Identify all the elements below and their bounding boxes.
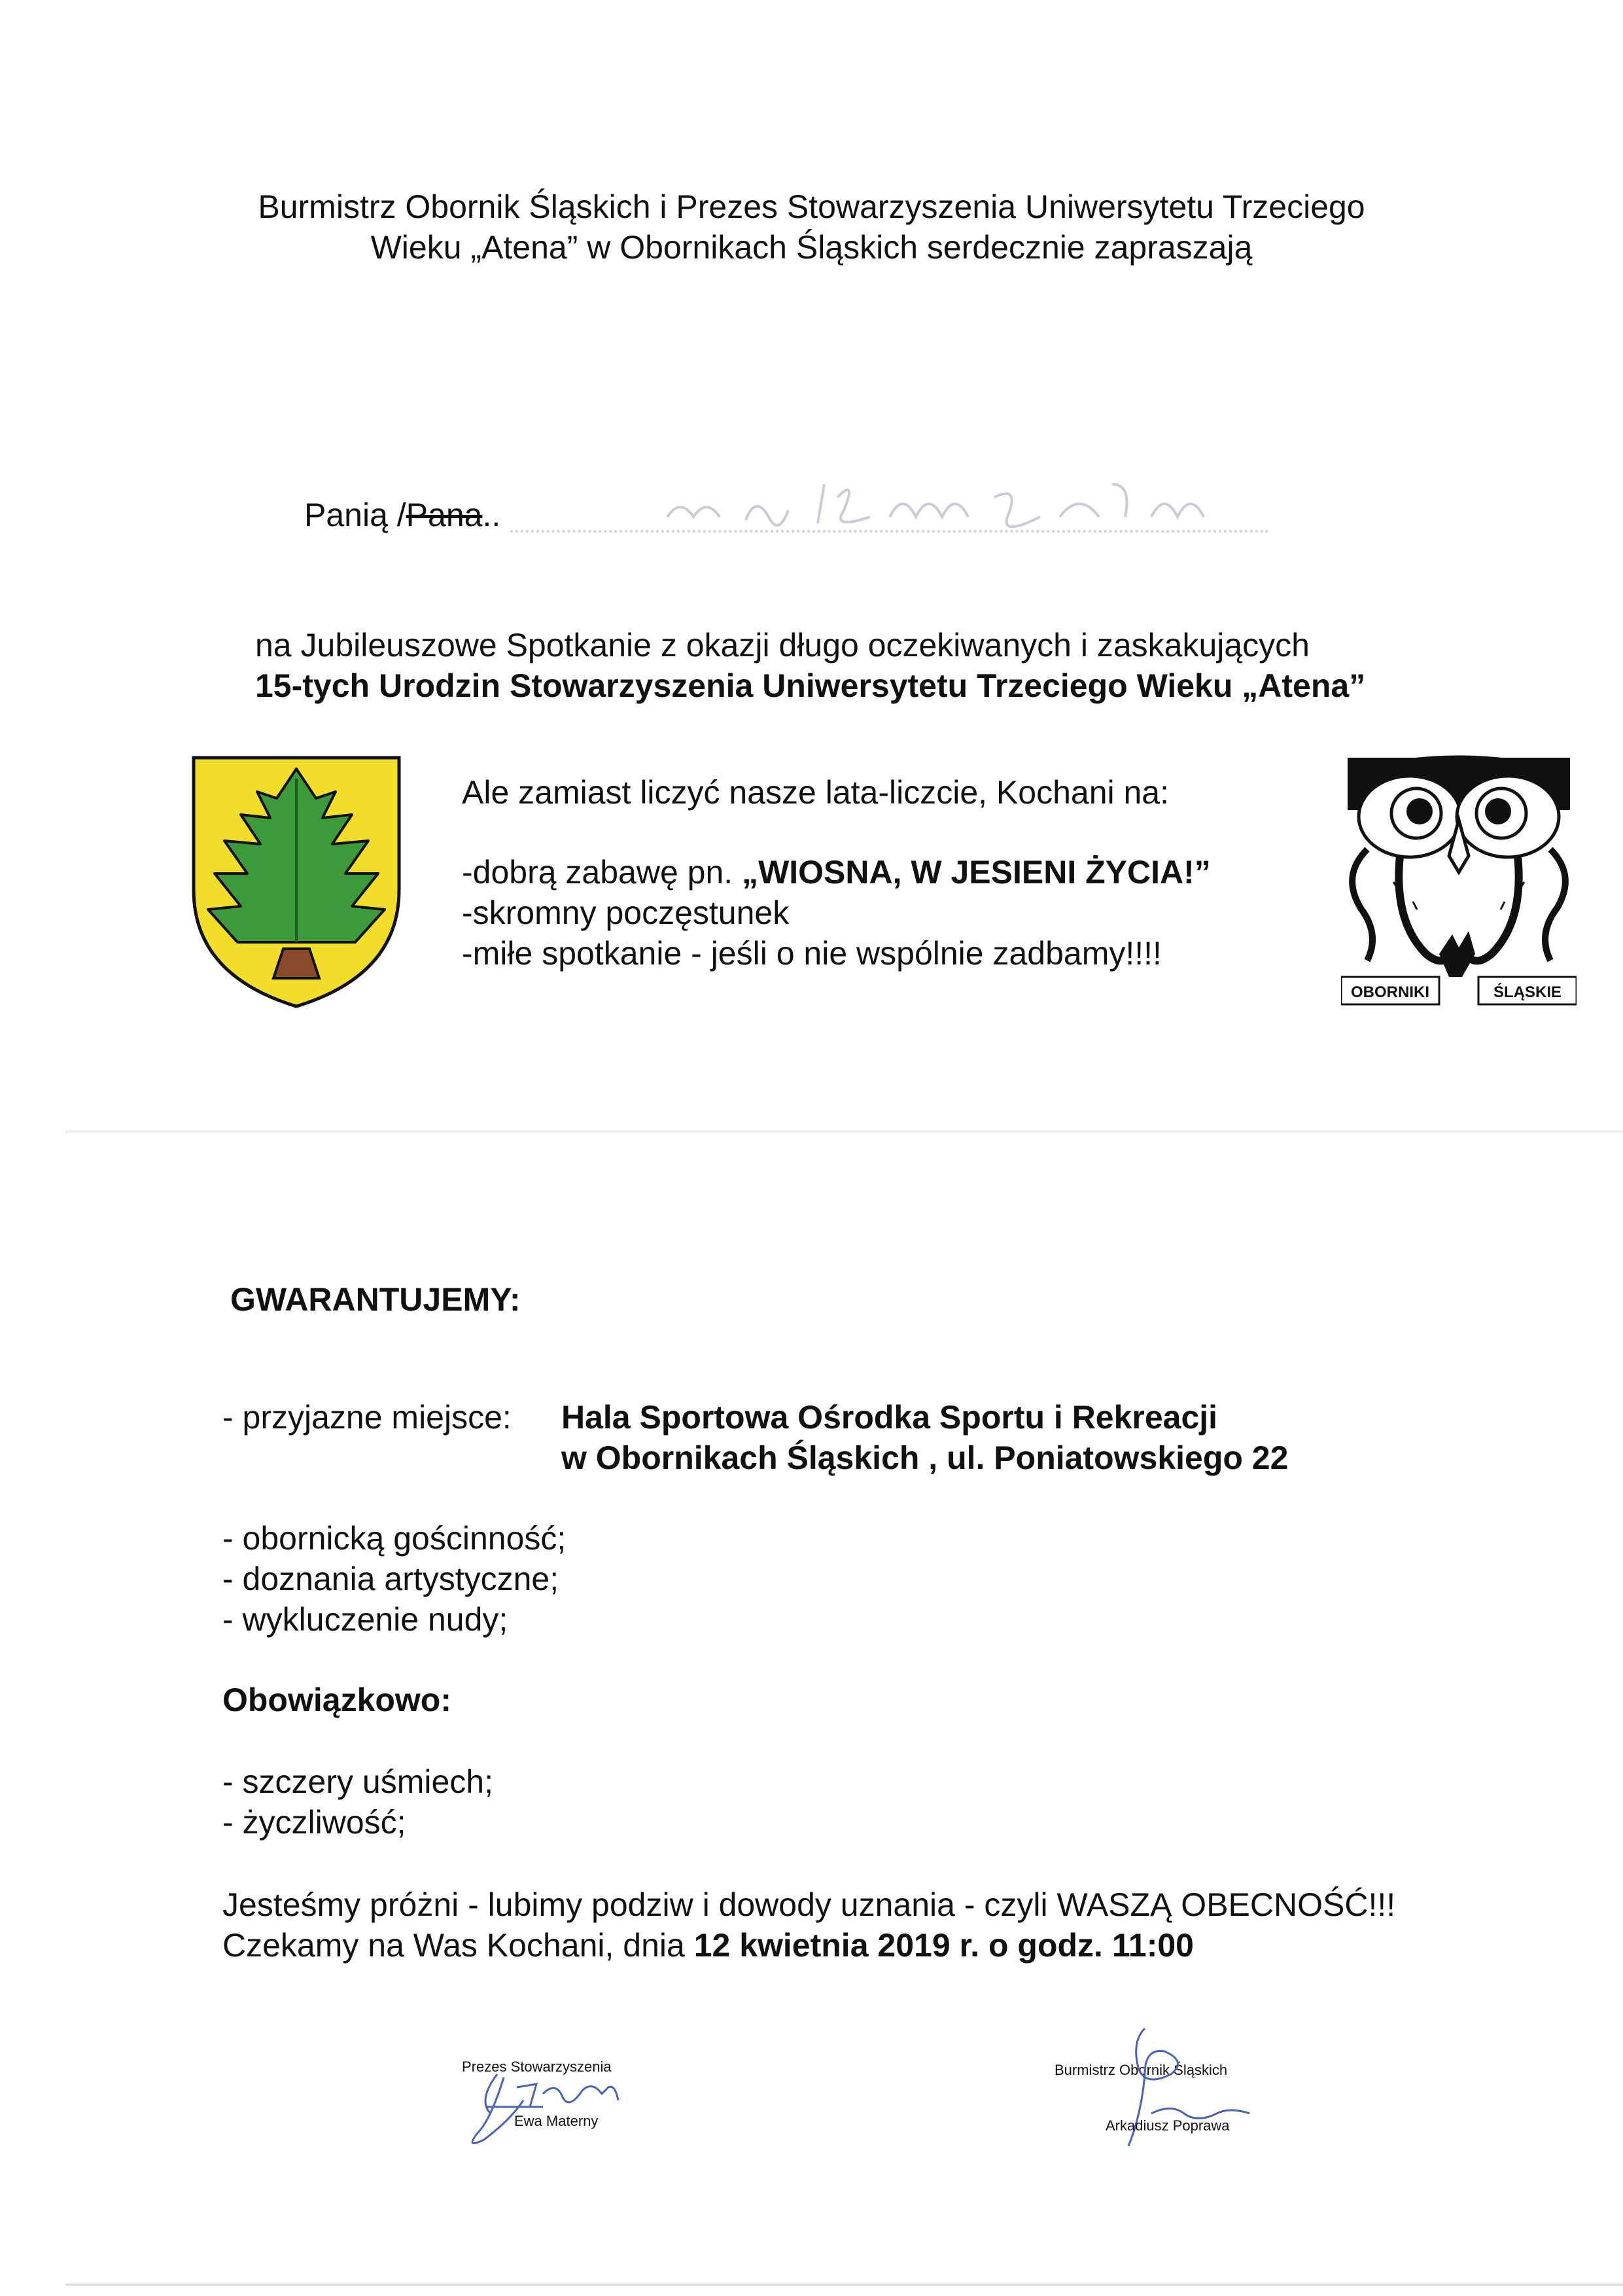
addressee-line <box>304 495 500 535</box>
addressee-suffix: .. <box>482 497 501 533</box>
program-item-fun-prefix: -dobrą zabawę pn. <box>462 854 742 891</box>
mandatory-item: - szczery uśmiech; <box>222 1763 493 1800</box>
occasion-line2: 15-tych Urodzin Stowarzyszenia Uniwersytetu Trzeciego Wieku „Atena” <box>255 667 1366 704</box>
program-item-meeting: -miłe spotkanie - jeśli o nie wspólnie zadbamy!!!! <box>462 935 1162 972</box>
closing-line2-prefix: Czekamy na Was Kochani, dnia <box>222 1927 694 1964</box>
guarantee-place-label: - przyjazne miejsce: <box>222 1399 512 1436</box>
guarantee-item: - wykluczenie nudy; <box>222 1601 508 1638</box>
right-signatory-name: Arkadiusz Poprawa <box>1106 2117 1230 2134</box>
guarantee-place-address: w Obornikach Śląskich , ul. Poniatowskiego 22 <box>561 1439 1289 1476</box>
invitation-header-line2: Wieku „Atena” w Obornikach Śląskich serdecznie zapraszają <box>370 229 1253 266</box>
page-bottom-edge <box>65 2284 1623 2286</box>
right-handwritten-signature <box>1073 2015 1269 2159</box>
event-date-time: 12 kwietnia 2019 r. o godz. 11:00 <box>693 1927 1194 1964</box>
program-item-fun <box>462 852 1211 892</box>
closing-line2 <box>222 1925 1194 1966</box>
owl-town-logo <box>1341 751 1577 1013</box>
occasion-line1: na Jubileuszowe Spotkanie z okazji długo oczekiwanych i zaskakujących <box>255 627 1310 663</box>
guarantee-item: - obornicką gościnność; <box>222 1520 567 1557</box>
program-event-title: „WIOSNA, W JESIENI ŻYCIA!” <box>742 854 1211 891</box>
left-handwritten-signature <box>451 2061 661 2153</box>
left-signatory-role: Prezes Stowarzyszenia <box>462 2058 612 2075</box>
town-coat-of-arms <box>188 752 404 1011</box>
handwritten-addressee-name <box>654 458 1243 537</box>
page-fold-line <box>65 1129 1623 1135</box>
closing-line1: Jesteśmy próżni - lubimy podziw i dowody uznania - czyli WASZĄ OBECNOŚĆ!!! <box>222 1886 1396 1923</box>
addressee-struck: Pana <box>406 497 483 533</box>
program-intro: Ale zamiast liczyć nasze lata-liczcie, Kochani na: <box>462 774 1170 811</box>
guarantee-item: - doznania artystyczne; <box>222 1561 559 1597</box>
right-signatory-role: Burmistrz Obornik Śląskich <box>1055 2062 1228 2078</box>
owl-logo-left-text: OBORNIKI <box>1351 983 1429 1001</box>
guarantee-place-name: Hala Sportowa Ośrodka Sportu i Rekreacji <box>561 1399 1218 1436</box>
program-item-refreshments: -skromny poczęstunek <box>462 894 790 931</box>
mandatory-item: - życzliwość; <box>222 1804 406 1841</box>
mandatory-heading: Obowiązkowo: <box>222 1682 451 1718</box>
guarantee-heading: GWARANTUJEMY: <box>230 1281 521 1318</box>
addressee-prefix: Panią / <box>304 497 406 533</box>
invitation-header-line1: Burmistrz Obornik Śląskich i Prezes Stowarzyszenia Uniwersytetu Trzeciego <box>258 188 1365 225</box>
left-signatory-name: Ewa Materny <box>514 2113 599 2129</box>
owl-logo-right-text: ŚLĄSKIE <box>1493 983 1562 1001</box>
